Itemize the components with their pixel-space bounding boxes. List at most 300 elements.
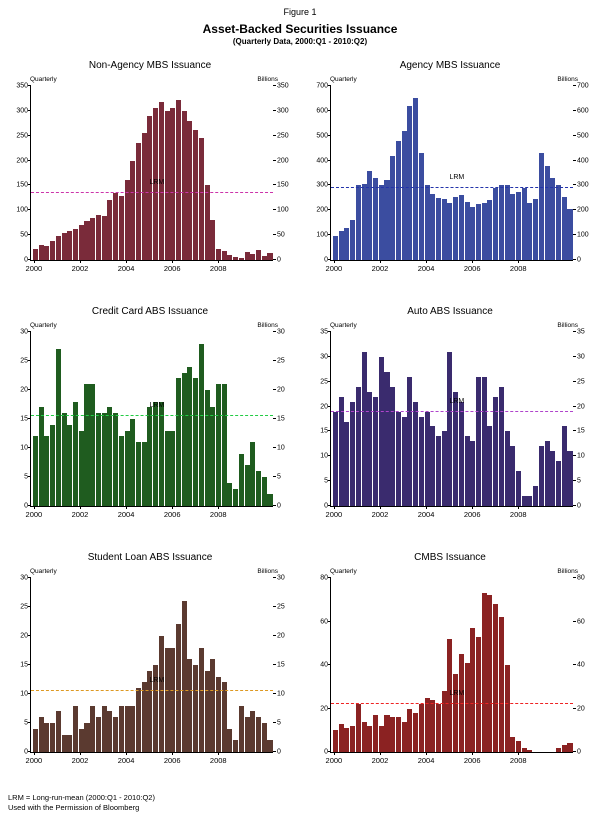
bar [205, 671, 210, 752]
x-axis-tick-label: 2004 [417, 510, 435, 519]
y-axis-tick-label: 0 [324, 502, 328, 510]
y-axis-tick-label-right: 300 [277, 107, 289, 115]
x-axis-tick-label: 2006 [463, 510, 481, 519]
bar [430, 194, 435, 260]
y-axis-tick-mark-right [573, 356, 576, 357]
y-axis-tick-mark-right [573, 160, 576, 161]
y-axis-tick-label: 0 [24, 748, 28, 756]
y-axis-tick-label-right: 200 [577, 206, 589, 214]
x-axis-tick-mark [218, 752, 219, 755]
bar [527, 203, 532, 260]
bar [113, 193, 118, 260]
y-axis-tick-mark-right [573, 708, 576, 709]
y-axis-tick-mark-right [273, 110, 276, 111]
y-axis-tick-label: 15 [20, 415, 28, 423]
figure-title: Asset-Backed Securities Issuance [202, 22, 398, 36]
bar [442, 199, 447, 260]
bar-series [31, 578, 273, 752]
bar [425, 185, 430, 260]
bar [396, 717, 401, 752]
bar [442, 691, 447, 752]
bar [487, 595, 492, 752]
bar [84, 384, 89, 506]
y-axis-tick-mark-right [573, 259, 576, 260]
y-axis-tick-label-right: 600 [577, 107, 589, 115]
x-axis-tick-label: 2004 [417, 264, 435, 273]
bar [67, 231, 72, 260]
bar [470, 628, 475, 752]
y-axis-tick-label-right: 500 [577, 132, 589, 140]
bar [379, 185, 384, 260]
x-axis-tick-mark [80, 506, 81, 509]
y-axis-tick-label: 250 [16, 132, 28, 140]
bar [550, 178, 555, 260]
bar [130, 419, 135, 506]
bar [419, 417, 424, 506]
bar [430, 426, 435, 506]
y-axis-tick-label-right: 250 [277, 132, 289, 140]
y-axis-tick-label: 200 [16, 157, 28, 165]
axis-note-left: Quarterly [30, 76, 57, 83]
x-axis-tick-mark [334, 506, 335, 509]
bar [39, 245, 44, 260]
bar [402, 131, 407, 260]
bar [79, 431, 84, 506]
x-axis-tick-label: 2000 [325, 756, 343, 765]
axis-note-right: Billions [557, 322, 578, 329]
bar [567, 209, 572, 260]
bar [262, 477, 267, 506]
y-axis-tick-label-right: 100 [577, 231, 589, 239]
bar [453, 392, 458, 506]
lrm-label: LRM [149, 178, 165, 186]
y-axis-tick-mark-right [573, 621, 576, 622]
y-axis-tick-mark [28, 110, 31, 111]
bar [350, 220, 355, 260]
bar [153, 402, 158, 506]
x-axis-tick-label: 2002 [371, 264, 389, 273]
bar [527, 496, 532, 506]
y-axis-tick-mark-right [273, 331, 276, 332]
y-axis-tick-mark [28, 331, 31, 332]
y-axis-tick-mark [28, 635, 31, 636]
x-axis-tick-mark [518, 506, 519, 509]
x-axis-tick-label: 2008 [209, 264, 227, 273]
y-axis-tick-mark-right [573, 234, 576, 235]
bar [453, 197, 458, 260]
bar [250, 442, 255, 506]
y-axis-tick-label-right: 30 [577, 353, 585, 361]
bar [193, 378, 198, 506]
bar [222, 384, 227, 506]
x-axis-tick-label: 2006 [163, 756, 181, 765]
bar [505, 665, 510, 752]
y-axis-tick-mark-right [573, 430, 576, 431]
y-axis-tick-label-right: 200 [277, 157, 289, 165]
bar [493, 397, 498, 506]
bar [90, 218, 95, 260]
x-axis-tick-mark [426, 752, 427, 755]
footer-line-1: LRM = Long-run-mean (2000:Q1 - 2010:Q2) [8, 793, 155, 802]
bar [193, 665, 198, 752]
plot-area [320, 574, 585, 765]
y-axis-tick-mark-right [273, 135, 276, 136]
lrm-label: LRM [449, 397, 465, 405]
bar [44, 723, 49, 752]
bar [499, 185, 504, 260]
bar [333, 236, 338, 260]
x-axis-tick-label: 2004 [117, 510, 135, 519]
bar [90, 384, 95, 506]
bar [33, 436, 38, 506]
x-axis-tick-mark [80, 752, 81, 755]
y-axis-tick-label: 0 [24, 256, 28, 264]
y-axis-tick-mark-right [573, 751, 576, 752]
x-axis-tick-label: 2008 [209, 510, 227, 519]
bar [562, 197, 567, 260]
y-axis-tick-label-right: 400 [577, 157, 589, 165]
x-axis-tick-mark [172, 506, 173, 509]
bar [476, 637, 481, 752]
bar [373, 397, 378, 506]
bar [187, 367, 192, 506]
y-axis-tick-mark [328, 259, 331, 260]
bar [562, 745, 567, 752]
y-axis-tick-label: 5 [24, 719, 28, 727]
bar [227, 255, 232, 260]
y-axis-tick-mark [28, 751, 31, 752]
bar [222, 251, 227, 260]
plot-area [316, 82, 589, 273]
y-axis-tick-mark [328, 406, 331, 407]
bar [56, 711, 61, 752]
y-axis-tick-label: 35 [320, 328, 328, 336]
y-axis-tick-mark-right [573, 406, 576, 407]
bar [102, 216, 107, 260]
bar [373, 715, 378, 752]
bar [142, 133, 147, 260]
y-axis-tick-mark [328, 455, 331, 456]
bar [465, 663, 470, 752]
x-axis-tick-label: 2004 [117, 264, 135, 273]
x-axis-tick-mark [172, 752, 173, 755]
bar [470, 441, 475, 506]
bar [344, 228, 349, 260]
y-axis-tick-mark [328, 110, 331, 111]
bar-series [31, 86, 273, 260]
bar [73, 229, 78, 260]
y-axis-tick-label-right: 5 [577, 477, 581, 485]
bar [436, 704, 441, 752]
bar [516, 192, 521, 260]
bar [356, 704, 361, 752]
bar [107, 200, 112, 260]
y-axis-tick-mark-right [273, 577, 276, 578]
plot-area [320, 328, 585, 519]
x-axis-tick-mark [34, 260, 35, 263]
y-axis-tick-mark [328, 664, 331, 665]
y-axis-tick-label: 30 [20, 574, 28, 582]
bar [159, 402, 164, 506]
bar [170, 648, 175, 752]
y-axis-tick-label-right: 50 [277, 231, 285, 239]
bar [425, 698, 430, 752]
x-axis-tick-label: 2000 [325, 264, 343, 273]
bar [142, 442, 147, 506]
y-axis-tick-mark [328, 708, 331, 709]
bar [430, 700, 435, 752]
y-axis-tick-mark [328, 184, 331, 185]
bar [256, 471, 261, 506]
y-axis-tick-label-right: 35 [577, 328, 585, 336]
x-axis-tick-mark [426, 506, 427, 509]
bar [556, 461, 561, 506]
y-axis-tick-label-right: 0 [577, 256, 581, 264]
y-axis-tick-label-right: 0 [277, 748, 281, 756]
bar [384, 180, 389, 260]
bar [350, 726, 355, 752]
bar [516, 741, 521, 752]
y-axis-tick-label: 60 [320, 618, 328, 625]
y-axis-tick-label-right: 5 [277, 719, 281, 727]
y-axis-tick-mark-right [573, 505, 576, 506]
y-axis-tick-label: 0 [24, 502, 28, 510]
y-axis-tick-mark-right [273, 85, 276, 86]
x-axis-tick-mark [34, 506, 35, 509]
bar [73, 706, 78, 752]
bar [245, 252, 250, 260]
y-axis-tick-mark-right [273, 259, 276, 260]
y-axis-tick-label: 20 [320, 705, 328, 712]
y-axis-tick-mark-right [573, 209, 576, 210]
x-axis-tick-mark [334, 752, 335, 755]
bar [539, 446, 544, 506]
chart-grid [0, 54, 600, 792]
x-axis-tick-label: 2002 [371, 510, 389, 519]
bar [102, 413, 107, 506]
bar [56, 349, 61, 506]
bar [199, 344, 204, 506]
bar [402, 417, 407, 506]
x-axis-tick-label: 2002 [71, 264, 89, 273]
bar [107, 711, 112, 752]
bar [84, 723, 89, 752]
bar [459, 195, 464, 260]
bar [136, 442, 141, 506]
bar [522, 748, 527, 752]
bar [333, 412, 338, 506]
bar [170, 108, 175, 260]
axis-note-left: Quarterly [330, 568, 357, 575]
x-axis-tick-mark [80, 260, 81, 263]
x-axis-tick-mark [518, 260, 519, 263]
axis-note-left: Quarterly [30, 568, 57, 575]
bar [367, 726, 372, 752]
bar [262, 723, 267, 752]
bar [182, 111, 187, 260]
bar [413, 402, 418, 506]
y-axis-tick-mark [328, 234, 331, 235]
y-axis-tick-label-right: 0 [577, 502, 581, 510]
bar [527, 750, 532, 752]
bar [373, 178, 378, 260]
y-axis-tick-mark [328, 209, 331, 210]
bar [210, 659, 215, 752]
bar [545, 166, 550, 260]
y-axis-tick-label-right: 10 [577, 452, 585, 460]
y-axis-tick-mark [28, 135, 31, 136]
y-axis-tick-label: 20 [20, 632, 28, 640]
bar [533, 199, 538, 260]
x-axis-tick-label: 2006 [463, 756, 481, 765]
bar [533, 486, 538, 506]
figure-subtitle: (Quarterly Data, 2000:Q1 - 2010:Q2) [232, 37, 368, 46]
x-axis-tick-mark [472, 260, 473, 263]
bar [165, 111, 170, 260]
bar [170, 431, 175, 506]
bar [39, 407, 44, 506]
y-axis-tick-label: 100 [16, 206, 28, 214]
y-axis-tick-label: 400 [316, 157, 328, 165]
bar [556, 185, 561, 260]
y-axis-tick-label: 40 [320, 661, 328, 669]
axis-note-left: Quarterly [330, 322, 357, 329]
x-axis-tick-label: 2002 [71, 510, 89, 519]
bar [567, 743, 572, 752]
y-axis-tick-label: 30 [20, 328, 28, 336]
bar [384, 715, 389, 752]
plot-area [20, 328, 285, 519]
bar [239, 454, 244, 506]
plot-area [16, 82, 289, 273]
y-axis-tick-label-right: 25 [277, 357, 285, 365]
bar [210, 220, 215, 260]
bar [510, 446, 515, 506]
axis-note-left: Quarterly [330, 76, 357, 83]
x-axis-tick-label: 2000 [325, 510, 343, 519]
bar [436, 198, 441, 260]
x-axis-tick-label: 2008 [509, 510, 527, 519]
y-axis-tick-label-right: 350 [277, 82, 289, 90]
footer-notes [8, 793, 155, 813]
y-axis-tick-label: 150 [16, 181, 28, 189]
bar [147, 116, 152, 260]
x-axis-tick-mark [126, 752, 127, 755]
bar [165, 431, 170, 506]
bar [522, 188, 527, 260]
axis-note-right: Billions [257, 76, 278, 83]
bar [250, 711, 255, 752]
bar [50, 723, 55, 752]
bar [390, 717, 395, 752]
y-axis-tick-mark-right [273, 389, 276, 390]
x-axis-tick-mark [472, 506, 473, 509]
bar [487, 200, 492, 260]
y-axis-tick-label: 5 [324, 477, 328, 485]
y-axis-tick-mark-right [273, 209, 276, 210]
x-axis-tick-mark [472, 752, 473, 755]
y-axis-tick-mark-right [273, 664, 276, 665]
y-axis-tick-label-right: 0 [277, 256, 281, 264]
bar [96, 413, 101, 506]
panel-auto-abs [300, 300, 600, 546]
bar [413, 713, 418, 752]
panel-title: Credit Card ABS Issuance [91, 306, 209, 317]
bar [159, 636, 164, 752]
y-axis-tick-mark [28, 722, 31, 723]
y-axis-tick-label: 50 [20, 231, 28, 239]
bar [193, 130, 198, 260]
bar [216, 677, 221, 752]
x-axis-tick-label: 2008 [509, 756, 527, 765]
y-axis-tick-label-right: 60 [577, 618, 585, 625]
y-axis-tick-label-right: 10 [277, 690, 285, 698]
x-axis-tick-mark [380, 752, 381, 755]
y-axis-tick-label: 0 [324, 256, 328, 264]
bar [90, 706, 95, 752]
lrm-label: LRM [149, 402, 165, 410]
y-axis-tick-label-right: 20 [577, 403, 585, 411]
bar [482, 377, 487, 506]
bar [362, 722, 367, 752]
bar [447, 203, 452, 260]
bar [256, 717, 261, 752]
x-axis-tick-mark [334, 260, 335, 263]
y-axis-tick-label: 10 [20, 444, 28, 452]
y-axis-tick-mark-right [573, 110, 576, 111]
bar [567, 451, 572, 506]
x-axis-tick-mark [380, 506, 381, 509]
y-axis-tick-label-right: 15 [277, 415, 285, 423]
bar [459, 402, 464, 506]
bar [545, 441, 550, 506]
y-axis-tick-label-right: 20 [277, 386, 285, 394]
bar [356, 185, 361, 260]
bar [62, 413, 67, 506]
y-axis-tick-label-right: 0 [277, 502, 281, 510]
y-axis-tick-mark-right [273, 505, 276, 506]
panel-cmbs [300, 546, 600, 792]
y-axis-tick-label: 600 [316, 107, 328, 115]
y-axis-tick-mark-right [273, 234, 276, 235]
y-axis-tick-label-right: 700 [577, 82, 589, 90]
bar [436, 436, 441, 506]
bar [419, 153, 424, 260]
panel-non-agency-mbs [0, 54, 300, 300]
y-axis-tick-mark-right [573, 381, 576, 382]
bar [233, 489, 238, 506]
y-axis-tick-label: 5 [24, 473, 28, 481]
bar [333, 730, 338, 752]
y-axis-tick-mark [28, 234, 31, 235]
bar [227, 729, 232, 752]
y-axis-tick-mark [328, 505, 331, 506]
y-axis-tick-label: 30 [320, 353, 328, 361]
bar [107, 407, 112, 506]
bar [250, 254, 255, 260]
bar [102, 706, 107, 752]
bar [522, 496, 527, 506]
bar [205, 390, 210, 506]
y-axis-tick-mark-right [273, 447, 276, 448]
bar [136, 143, 141, 260]
y-axis-tick-label-right: 5 [277, 473, 281, 481]
bar [79, 225, 84, 260]
x-axis-tick-label: 2006 [163, 264, 181, 273]
bar [562, 426, 567, 506]
bar [493, 188, 498, 260]
bar [344, 422, 349, 507]
